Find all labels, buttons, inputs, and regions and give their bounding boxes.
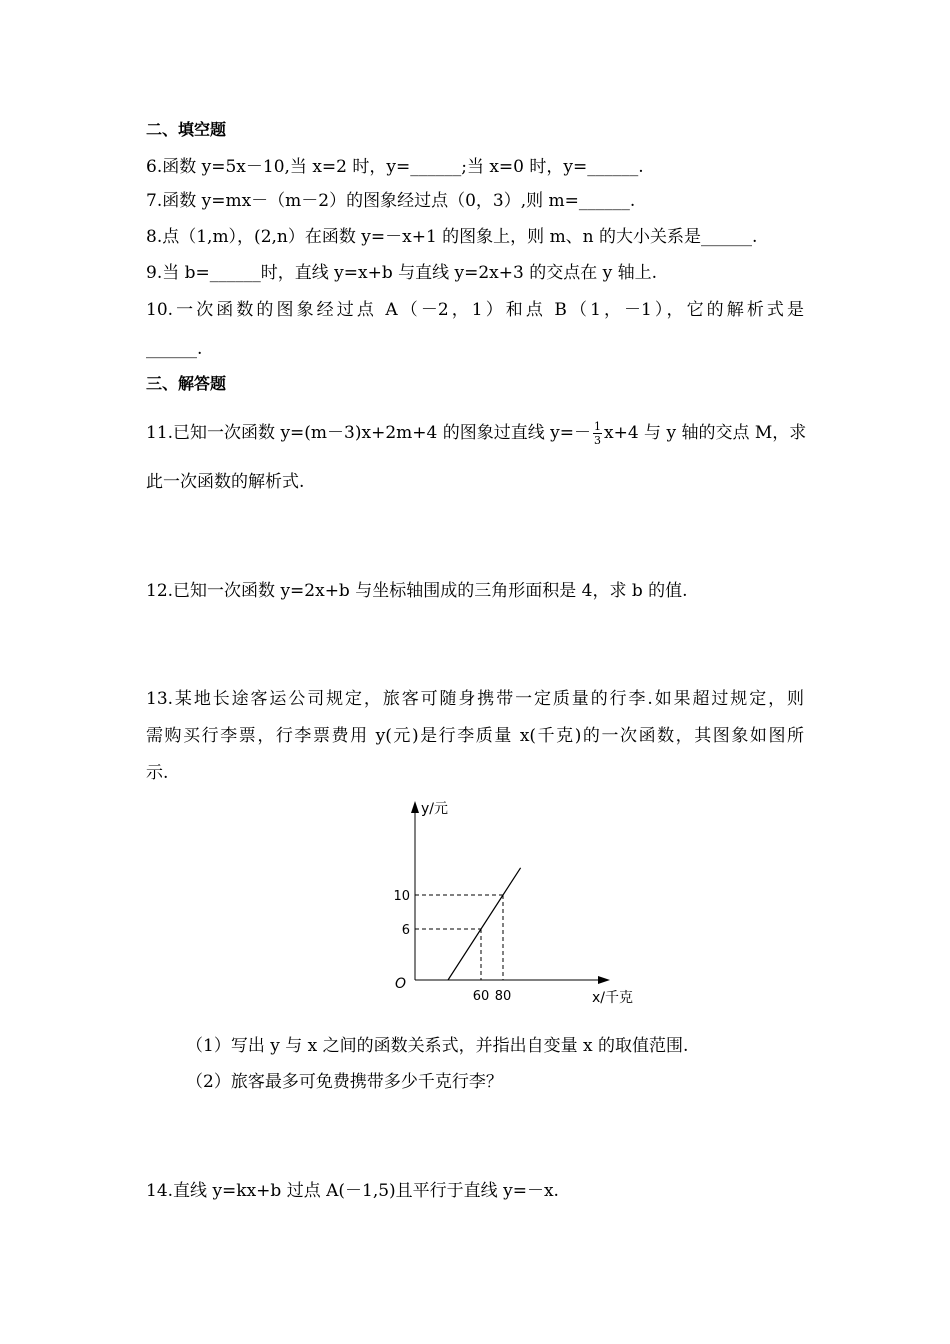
fraction-one-third (593, 420, 602, 447)
section-heading-fill-blank: 二、填空题 (146, 120, 227, 139)
fraction-numerator: 1 (593, 420, 601, 433)
origin-label: O (395, 976, 407, 992)
graph-series (448, 868, 521, 980)
y-axis-label: y/元 (421, 801, 449, 817)
x-tick-label-60: 60 (472, 989, 490, 1004)
section-heading-answer: 三、解答题 (146, 374, 227, 393)
graph-guide-lines (415, 895, 503, 980)
graph-axes (411, 801, 610, 984)
fare-graph (380, 795, 650, 1010)
question-13-line3: 示. (146, 763, 169, 783)
question-8: 8.点（1,m），(2,n）在函数 y=－x+1 的图象上，则 m、n 的大小关系是______. (146, 227, 758, 247)
fraction-denominator: 3 (593, 434, 601, 447)
question-10-line1: 10.一次函数的图象经过点 A（－2，1）和点 B（1，－1），它的解析式是 (146, 300, 804, 320)
question-11-line1 (146, 420, 806, 447)
question-14: 14.直线 y=kx+b 过点 A(－1,5)且平行于直线 y=－x. (146, 1181, 559, 1201)
question-13-sub2: （2）旅客最多可免费携带多少千克行李？ (186, 1072, 503, 1092)
question-11-line2: 此一次函数的解析式. (146, 472, 305, 492)
series-line-0 (448, 868, 521, 980)
question-13-line2: 需购买行李票，行李票费用 y(元)是行李质量 x(千克)的一次函数，其图象如图所 (146, 726, 804, 746)
question-13-sub1: （1）写出 y 与 x 之间的函数关系式，并指出自变量 x 的取值范围. (186, 1036, 689, 1056)
graph-labels (393, 801, 633, 1006)
question-10-line2: ______. (146, 339, 203, 359)
x-axis-label: x/千克 (592, 990, 634, 1006)
question-12: 12.已知一次函数 y=2x+b 与坐标轴围成的三角形面积是 4，求 b 的值. (146, 581, 688, 601)
question-6: 6.函数 y=5x－10,当 x=2 时，y=______;当 x=0 时，y=______. (146, 157, 644, 177)
question-9: 9.当 b=______时，直线 y=x+b 与直线 y=2x+3 的交点在 y 轴上. (146, 263, 658, 283)
question-7: 7.函数 y=mx－（m－2）的图象经过点（0，3）,则 m=______. (146, 191, 636, 211)
x-tick-label-80: 80 (494, 989, 512, 1004)
x-axis-arrow (598, 976, 610, 984)
y-axis-arrow (411, 801, 419, 813)
y-tick-label-6: 6 (401, 923, 410, 938)
y-tick-label-10: 10 (393, 889, 410, 904)
question-11-text-a: 11.已知一次函数 y=(m－3)x+2m+4 的图象过直线 y=－ (146, 423, 591, 443)
question-11-text-b: x+4 与 y 轴的交点 M，求 (603, 423, 807, 443)
question-13-line1: 13.某地长途客运公司规定，旅客可随身携带一定质量的行李.如果超过规定，则 (146, 689, 804, 709)
